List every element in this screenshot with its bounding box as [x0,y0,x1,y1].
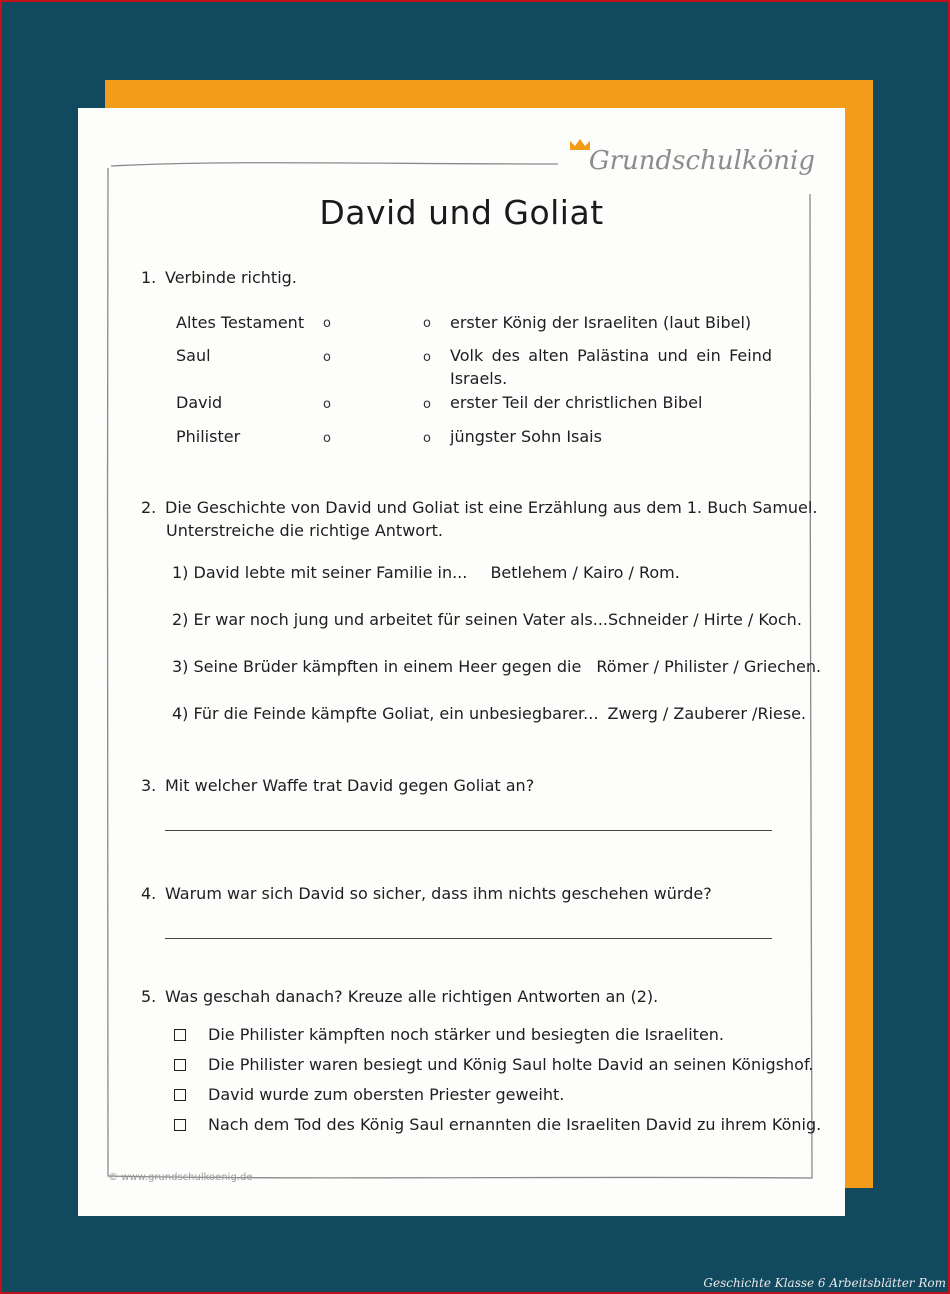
answer-line[interactable] [165,938,772,939]
question-number: 4. [141,884,157,903]
question-prompt: Was geschah danach? Kreuze alle richtigen Antworten an (2). [165,987,659,1006]
checkbox-option[interactable] [174,1025,724,1044]
checkbox-option[interactable] [174,1055,814,1074]
match-dot-right[interactable]: o [423,431,431,446]
match-right-item-continuation: Israels. [450,369,508,388]
worksheet-title: David und Goliat [319,193,604,232]
match-dot-left[interactable]: o [323,397,331,412]
question-number: 3. [141,776,157,795]
choice-text: 4) Für die Feinde kämpfte Goliat, ein unbesiegbarer... [172,704,599,723]
match-dot-right[interactable]: o [423,316,431,331]
question-prompt: Mit welcher Waffe trat David gegen Goliat an? [165,776,535,795]
match-dot-left[interactable]: o [323,431,331,446]
choice-row [172,610,802,629]
question-prompt: Die Geschichte von David und Goliat ist eine Erzählung aus dem 1. Buch Samuel. [165,498,818,517]
choice-options[interactable]: Zwerg / Zauberer /Riese. [607,704,807,723]
choice-text: 2) Er war noch jung und arbeitet für seinen Vater als... [172,610,608,629]
match-right-item: jüngster Sohn Isais [450,427,602,446]
match-left-item: Saul [176,346,211,365]
match-left-item: Philister [176,427,241,446]
checkbox[interactable] [174,1059,186,1071]
checkbox-label: Die Philister waren besiegt und König Saul holte David an seinen Königshof. [208,1055,814,1074]
checkbox[interactable] [174,1119,186,1131]
checkbox-option[interactable] [174,1115,821,1134]
question-number: 2. [141,498,157,517]
question-prompt: Verbinde richtig. [165,268,297,287]
answer-line[interactable] [165,830,772,831]
worksheet-page [78,108,845,1216]
question-4 [141,884,712,903]
choice-row [172,704,806,723]
checkbox-label: David wurde zum obersten Priester geweiht. [208,1085,565,1104]
checkbox-label: Nach dem Tod des König Saul ernannten die Israeliten David zu ihrem König. [208,1115,822,1134]
choice-text: 3) Seine Brüder kämpften in einem Heer gegen die [172,657,582,676]
question-number: 1. [141,268,157,287]
match-dot-right[interactable]: o [423,350,431,365]
question-3 [141,776,534,795]
image-caption: Geschichte Klasse 6 Arbeitsblätter Rom [703,1276,946,1290]
match-left-item: David [176,393,223,412]
match-dot-left[interactable]: o [323,350,331,365]
question-1 [141,268,297,287]
match-dot-left[interactable]: o [323,316,331,331]
question-2 [141,498,817,517]
choice-options[interactable]: Schneider / Hirte / Koch. [608,610,802,629]
checkbox-label: Die Philister kämpften noch stärker und besiegten die Israeliten. [208,1025,725,1044]
choice-options[interactable]: Römer / Philister / Griechen. [596,657,822,676]
match-right-item: erster König der Israeliten (laut Bibel) [450,313,752,332]
choice-options[interactable]: Betlehem / Kairo / Rom. [490,563,680,582]
match-dot-right[interactable]: o [423,397,431,412]
question-5 [141,987,658,1006]
question-2-instruction: Unterstreiche die richtige Antwort. [166,521,444,540]
choice-row [172,657,821,676]
checkbox[interactable] [174,1029,186,1041]
choice-text: 1) David lebte mit seiner Familie in... [172,563,468,582]
question-prompt: Warum war sich David so sicher, dass ihm nichts geschehen würde? [165,884,712,903]
question-number: 5. [141,987,157,1006]
match-right-item: erster Teil der christlichen Bibel [450,393,703,412]
copyright-footer: © www.grundschulkoenig.de [108,1172,253,1183]
checkbox-option[interactable] [174,1085,564,1104]
brand-logo: Grundschulkönig [588,146,815,176]
checkbox[interactable] [174,1089,186,1101]
match-right-item: Volk des alten Palästina und ein Feind [450,346,772,365]
match-left-item: Altes Testament [176,313,305,332]
choice-row [172,563,680,582]
